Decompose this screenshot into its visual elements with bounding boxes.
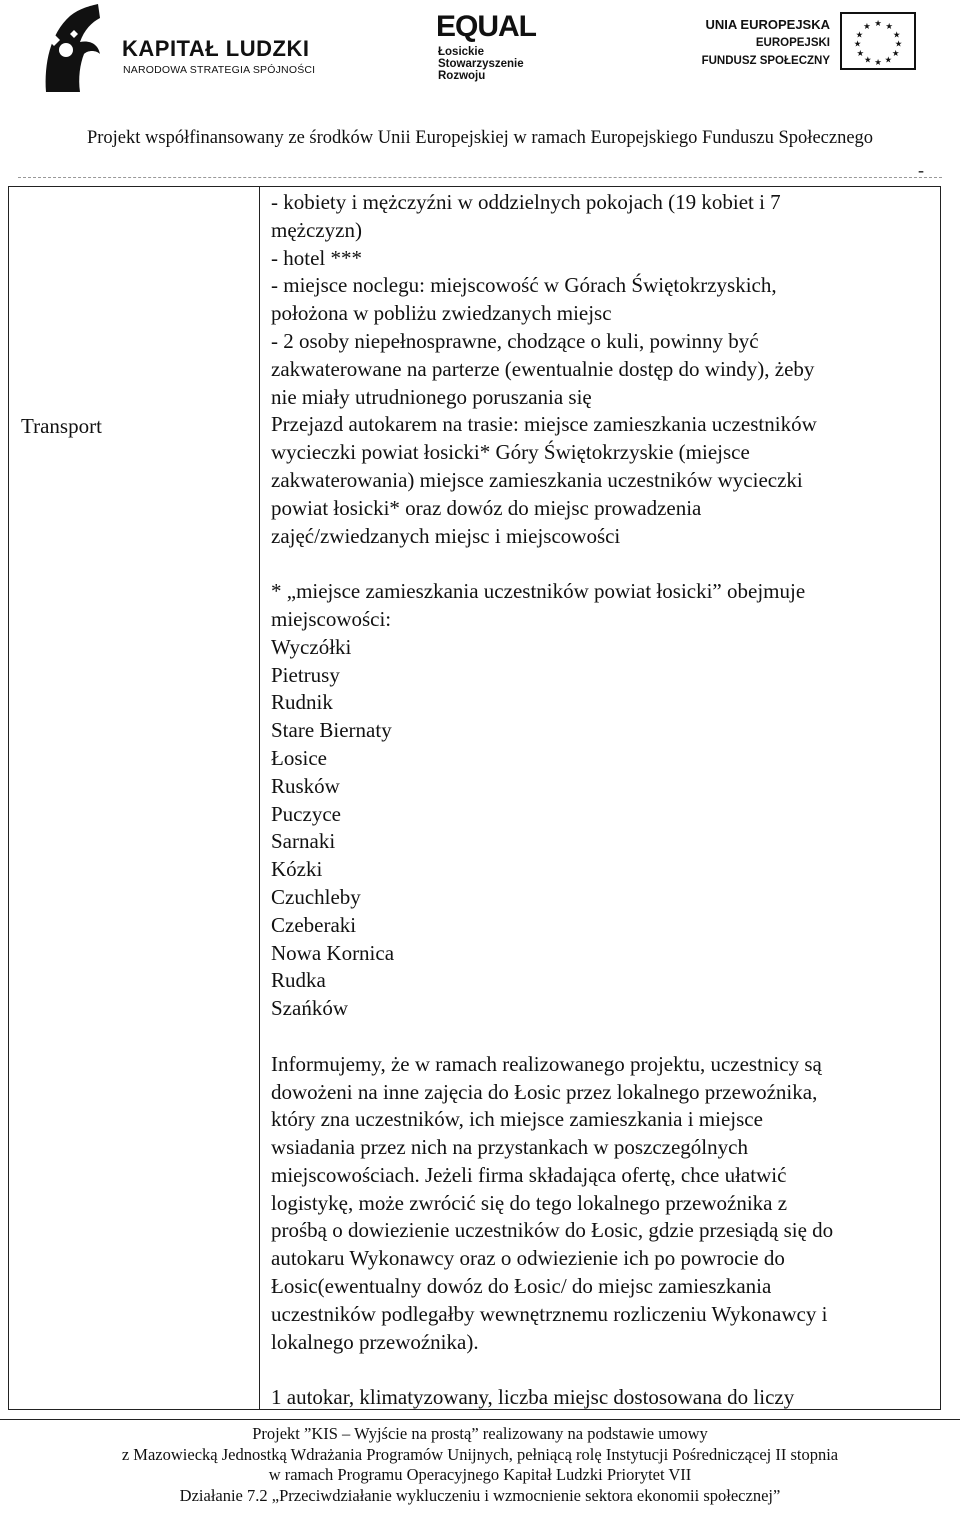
list-item: Puczyce: [271, 801, 341, 826]
footer-line: Projekt ”KIS – Wyjście na prostą” realizowany na podstawie umowy: [252, 1424, 708, 1443]
text-line: powiat łosicki* oraz dowóz do miejsc prowadzenia: [271, 495, 702, 520]
footer-divider: [0, 1419, 960, 1420]
paragraph-gap: [271, 1023, 931, 1051]
list-item: Szańków: [271, 996, 348, 1021]
equal-line-3: Rozwoju: [438, 70, 486, 82]
list-item: Rudnik: [271, 690, 333, 715]
text-line: prośbą o dowiezienie uczestników do Łosic, gdzie przesiądą się do: [271, 1218, 834, 1243]
svg-text:★: ★: [891, 48, 900, 58]
kapital-ludzki-logo: [40, 4, 340, 96]
svg-text:★: ★: [853, 39, 862, 49]
text-line: logistykę, może zwrócić się do tego lokalnego przewoźnika z: [271, 1190, 788, 1215]
list-item: Rudka: [271, 968, 326, 993]
text-line: zajęć/zwiedzanych miejsc i miejscowości: [271, 523, 621, 548]
column-divider: [259, 187, 260, 1409]
text-line: Łosic(ewentualny dowóz do Łosic/ do miejsc zamieszkania: [271, 1274, 772, 1299]
list-item: Stare Biernaty: [271, 718, 392, 743]
list-item: Czuchleby: [271, 884, 361, 909]
equal-logo: [436, 10, 546, 82]
text-line: mężczyzn): [271, 217, 362, 242]
text-line: który zna uczestników, ich miejsce zamieszkania i miejsce: [271, 1107, 763, 1132]
text-line: Przejazd autokarem na trasie: miejsce zamieszkania uczestników: [271, 412, 817, 437]
text-line: * „miejsce zamieszkania uczestników powiat łosicki” obejmuje: [271, 579, 806, 604]
header-dash: -: [918, 160, 924, 180]
text-line: lokalnego przewoźnika).: [271, 1329, 479, 1354]
cofinancing-note: Projekt współfinansowany ze środków Unii Europejskiej w ramach Europejskiego Funduszu Społecznego: [86, 128, 874, 148]
footer-line: Działanie 7.2 „Przeciwdziałanie wykluczeniu i wzmocnienie sektora ekonomii społecznej”: [179, 1485, 781, 1505]
list-item: Kózki: [271, 857, 323, 882]
eu-logo-text: [702, 16, 830, 70]
eu-line-3: FUNDUSZ SPOŁECZNY: [701, 55, 830, 67]
svg-text:★: ★: [864, 55, 872, 65]
footer-line: w ramach Programu Operacyjnego Kapitał Ludzki Priorytet VII: [268, 1465, 692, 1484]
svg-text:★: ★: [874, 58, 882, 68]
equal-line-2: Stowarzyszenie: [438, 58, 524, 70]
list-item: Wyczółki: [271, 634, 352, 659]
text-line: zakwaterowania) miejsce zamieszkania uczestników wycieczki: [271, 467, 803, 492]
text-line: zakwaterowane na parterze (ewentualnie dostęp do windy), żeby: [271, 356, 815, 381]
paragraph-gap: [271, 550, 931, 578]
footer-line: z Mazowiecką Jednostką Wdrażania Programów Unijnych, pełniącą rolę Instytucji Pośredniczącej II stopnia: [121, 1444, 839, 1464]
text-line: miejscowościach. Jeżeli firma składająca ofertę, chce ułatwić: [271, 1162, 787, 1187]
eu-line-1: UNIA EUROPEJSKA: [705, 17, 830, 32]
svg-text:★: ★: [856, 48, 865, 58]
kapital-ludzki-title: KAPITAŁ LUDZKI: [122, 36, 310, 61]
svg-text:★: ★: [874, 19, 882, 29]
text-line: wycieczki powiat łosicki* Góry Świętokrzyskie (miejsce: [271, 440, 750, 465]
svg-text:★: ★: [863, 21, 871, 31]
info-paragraph: [271, 1051, 931, 1357]
kapital-ludzki-subtitle: NARODOWA STRATEGIA SPÓJNOŚCI: [123, 64, 316, 76]
list-item: Łosice: [271, 745, 327, 770]
eu-line-2: EUROPEJSKI: [755, 37, 830, 49]
svg-text:★: ★: [892, 30, 901, 40]
kapital-ludzki-mark-icon: [40, 4, 112, 94]
transport-description: [271, 411, 931, 550]
text-line: - kobiety i mężczyźni w oddzielnych pokojach (19 kobiet i 7: [271, 190, 781, 214]
svg-text:★: ★: [884, 55, 892, 65]
table-right-column: [271, 187, 931, 1412]
text-line: - miejsce noclegu: miejscowość w Górach Świętokrzyskich,: [271, 273, 777, 298]
list-item: Nowa Kornica: [271, 940, 395, 965]
paragraph-gap: [271, 1356, 931, 1384]
text-line: uczestników podlegałby wewnętrznemu rozliczeniu Wykonawcy i: [271, 1301, 828, 1326]
equal-wordmark: EQUAL: [436, 10, 536, 43]
village-list: [271, 634, 931, 1023]
text-line: - 2 osoby niepełnosprawne, chodzące o kuli, powinny być: [271, 328, 759, 353]
text-line: wsiadania przez nich na przystankach w poszczególnych: [271, 1135, 748, 1160]
text-line: - hotel ***: [271, 245, 362, 270]
text-line: dowożeni na inne zajęcia do Łosic przez lokalnego przewoźnika,: [271, 1079, 818, 1104]
list-item: Pietrusy: [271, 662, 340, 687]
eu-flag-icon: [840, 12, 916, 70]
text-line: miejscowości:: [271, 606, 392, 631]
list-item: Czeberaki: [271, 912, 357, 937]
equal-line-1: Łosickie: [438, 46, 485, 58]
text-line: nie miały utrudnionego poruszania się: [271, 384, 592, 409]
bus-requirement-line: 1 autokar, klimatyzowany, liczba miejsc dostosowana do liczy: [271, 1385, 795, 1410]
list-item: Sarnaki: [271, 829, 336, 854]
footnote: [271, 578, 931, 634]
specification-table: [8, 186, 941, 1410]
accommodation-continued: [271, 189, 931, 411]
svg-text:★: ★: [894, 39, 903, 49]
svg-text:★: ★: [885, 21, 893, 31]
text-line: położona w pobliżu zwiedzanych miejsc: [271, 301, 612, 326]
footer: [0, 1424, 960, 1506]
equal-lines: [438, 46, 524, 82]
header-divider: [18, 177, 942, 178]
row-label-transport: Transport: [21, 414, 102, 438]
svg-text:★: ★: [855, 30, 864, 40]
eu-logo: [686, 8, 916, 80]
list-item: Rusków: [271, 773, 340, 798]
text-line: autokaru Wykonawcy oraz o odwiezienie ich po powrocie do: [271, 1246, 785, 1271]
text-line: Informujemy, że w ramach realizowanego projektu, uczestnicy są: [271, 1051, 822, 1076]
